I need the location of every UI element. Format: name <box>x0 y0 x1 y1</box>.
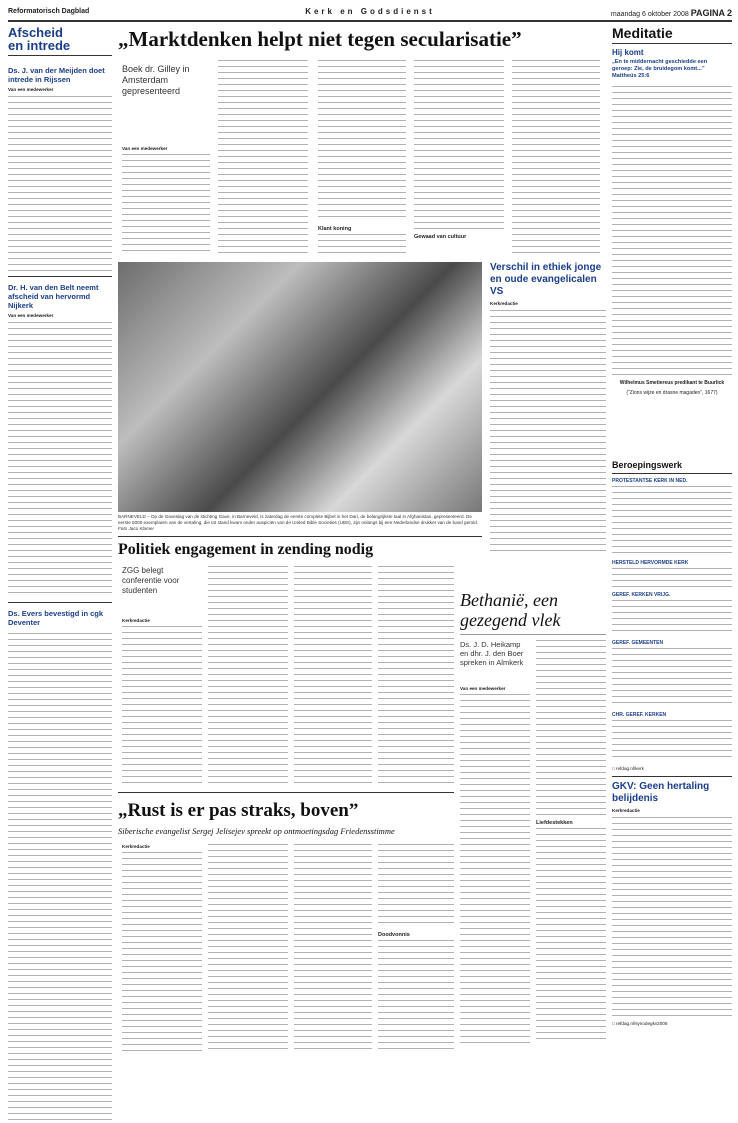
page-number: 2 <box>726 8 732 18</box>
page-label: PAGINA <box>690 8 726 18</box>
beroepingswerk-box <box>612 460 732 765</box>
beroeping-group-gkv: GEREF. KERKEN VRIJG. <box>612 592 671 598</box>
gkv-title: GKV: Geen hertaling belijdenis <box>612 781 710 804</box>
bethanie-subhead: Ds. J. D. Heikamp en dhr. J. den Boer spreken in Almkerk <box>460 640 524 667</box>
beroeping-group-cgk: CHR. GEREF. KERKEN <box>612 712 667 718</box>
bethanie-sub-liefdestekken: Liefdestekken <box>536 820 573 826</box>
lead-subhead: Boek dr. Gilley in Amsterdam gepresenteerd <box>122 64 190 96</box>
bethanie-article <box>460 590 606 1050</box>
rust-sub-doodvonnis: Doodvonnis <box>378 932 410 938</box>
bethanie-byline: Van een medewerker <box>460 686 506 691</box>
meditatie-quote: „En te middernacht geschiedde een geroep: Zie, de bruidegom komt...” Mattheüs 25:6 <box>612 59 708 79</box>
beroeping-group-pkn: PROTESTANTSE KERK IN NED. <box>612 478 688 484</box>
afscheid-column <box>8 26 112 1060</box>
gkv-byline: Kerkredactie <box>612 808 640 813</box>
item1-title: Ds. J. van der Meijden doet intrede in Rijssen <box>8 66 105 84</box>
beroeping-link[interactable]: □ refdag.nl/kerk <box>612 766 644 771</box>
politiek-subhead: ZGG belegt conferentie voor studenten <box>122 566 180 595</box>
verschil-title: Verschil in ethiek jonge en oude evangelicalen VS <box>490 262 602 297</box>
rust-subhead: Siberische evangelist Sergej Jelisejev spreekt op ontmoetingsdag Friedensstimme <box>118 826 395 836</box>
beroeping-group-hhk: HERSTELD HERVORMDE KERK <box>612 560 689 566</box>
lead-sub-gewaad: Gewaad van cultuur <box>414 234 467 240</box>
page-header <box>8 6 732 22</box>
afscheid-kicker: Afscheid <box>8 25 63 40</box>
meditatie-source: (“Zions wijze en drasne magaden”, 1677) <box>626 390 718 396</box>
lead-byline: Van een medewerker <box>122 146 168 151</box>
meditatie-column <box>612 26 732 456</box>
photo-credit: Foto Jaco Klamer <box>118 526 154 531</box>
rust-title: „Rust is er pas straks, boven” <box>118 800 359 821</box>
gkv-link[interactable]: □ refdag.nl/synodegkv2008 <box>612 1021 668 1026</box>
politiek-title: Politiek engagement in zending nodig <box>118 541 374 558</box>
section-title: Kerk en Godsdienst <box>305 7 435 16</box>
newspaper-name: Reformatorisch Dagblad <box>8 8 90 15</box>
lead-title: „Marktdenken helpt niet tegen secularisatie” <box>118 27 522 51</box>
issue-date: maandag 6 oktober 2008 <box>610 11 689 18</box>
lead-article <box>118 26 602 256</box>
meditatie-author: Wilhelmus Smetiereus predikant te Buurlick <box>619 380 725 386</box>
item2-title: Dr. H. van den Belt neemt afscheid van hervormd Nijkerk <box>8 283 99 310</box>
rust-byline: Kerkredactie <box>122 844 150 849</box>
verschil-byline: Kerkredactie <box>490 301 518 306</box>
lead-sub-klant: Klant koning <box>318 226 352 232</box>
gkv-article <box>612 776 732 1060</box>
item1-byline: Van een medewerker <box>8 87 54 92</box>
beroeping-footer <box>612 766 732 772</box>
item2-byline: Van een medewerker <box>8 313 54 318</box>
beroeping-group-gg: GEREF. GEMEENTEN <box>612 640 664 646</box>
verschil-article <box>490 262 606 582</box>
lead-photo <box>118 262 482 512</box>
item3-title: Ds. Evers bevestigd in cgk Deventer <box>8 609 104 627</box>
photo-caption: BARNEVELD – Op de Gaveslag van de stichting Gave, in Barneveld, is zaterdag de eerste complete Bijbel in het Dari, de belangrijkste taal in Afghanistan, gepresenteerd. De eerste 5000 exemplaren van de vertaling, die tot stand kwam onder auspiciën van de United Bible Societies (UBS), zijn onlangs bij een Nederlandse drukker van de band gerold. <box>118 514 479 525</box>
rust-article <box>118 800 454 1058</box>
bethanie-title: Bethanië, een gezegend vlek <box>460 590 561 630</box>
beroeping-title: Beroepingswerk <box>612 460 683 470</box>
politiek-article <box>118 540 454 790</box>
meditatie-subtitle: Hij komt <box>612 48 644 57</box>
meditatie-title: Meditatie <box>612 25 673 41</box>
politiek-byline: Kerkredactie <box>122 618 150 623</box>
afscheid-kicker-2: en intrede <box>8 38 71 53</box>
